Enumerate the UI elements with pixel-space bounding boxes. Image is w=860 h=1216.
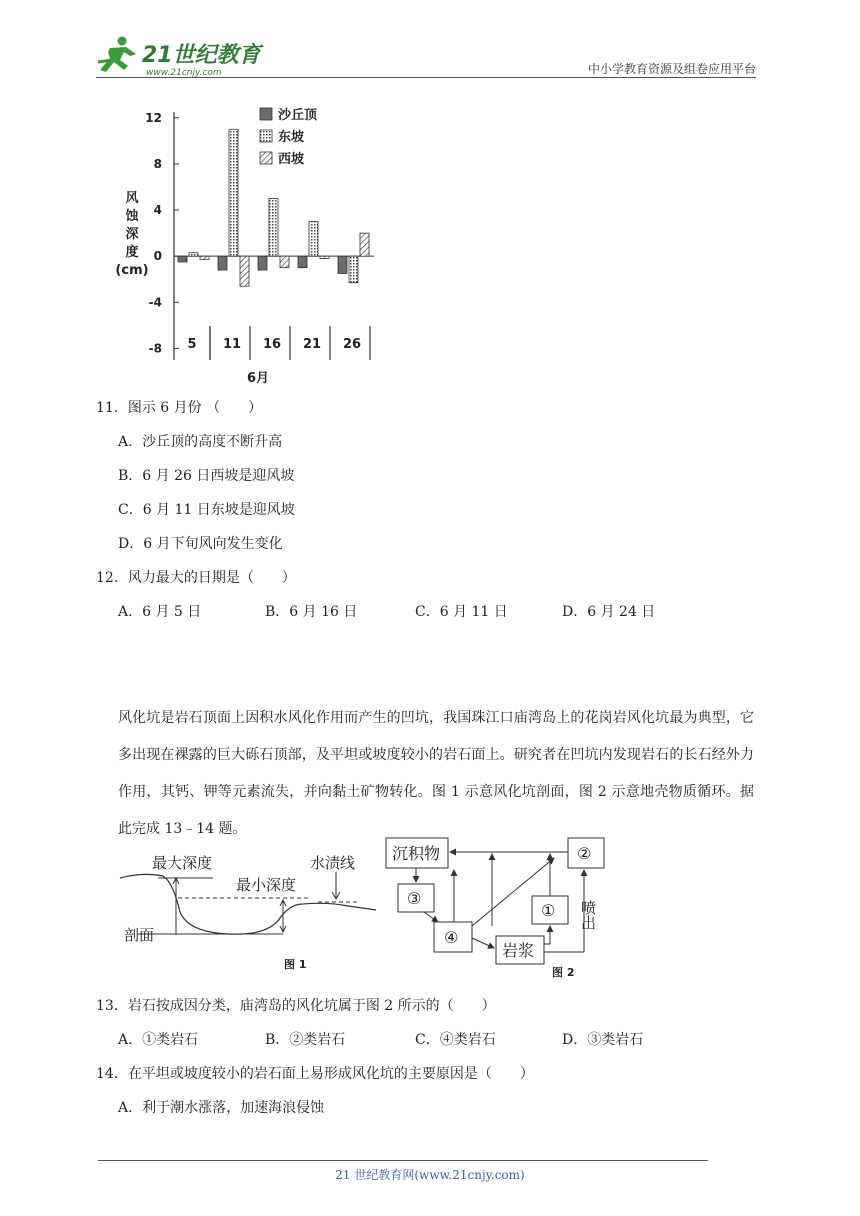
q11-stem: 11．图示 6 月份 （ ） <box>96 400 263 416</box>
wind-erosion-chart <box>110 98 390 388</box>
header-platform-name: 中小学教育资源及组卷应用平台 <box>587 62 756 76</box>
passage-text: 风化坑是岩石顶面上因积水风化作用而产生的凹坑，我国珠江口庙湾岛上的花岗岩风化坑最为典型，它多出现在裸露的巨大砾石顶部，及平坦或坡度较小的岩石面上。研究者在凹坑内发现岩石的长石经外力作用，其钙、钾等元素流失，并向黏土矿物转化。图 1 示意风化坑剖面，图 2 示意地壳物质循环。据此完成 13﹣14 题。 <box>118 710 754 837</box>
q12-option-b[interactable]: B．6 月 16 日 <box>265 604 358 620</box>
legend-label: 沙丘顶 <box>278 108 318 123</box>
logo-text: 21世纪教育 <box>142 43 261 68</box>
y-tick-label: -4 <box>148 295 162 310</box>
runner-icon <box>98 37 136 73</box>
y-axis-label-char: 蚀 <box>125 209 139 224</box>
bar-26-0 <box>338 256 347 273</box>
legend-swatch <box>260 130 272 142</box>
legend-label: 东坡 <box>278 130 305 145</box>
q11-option-c[interactable]: C．6 月 11 日东坡是迎风坡 <box>118 502 295 518</box>
bar-16-2 <box>280 256 289 268</box>
figure-2-caption: 图 2 <box>552 966 575 979</box>
site-logo <box>96 34 266 78</box>
q13-option-b[interactable]: B．②类岩石 <box>265 1032 346 1048</box>
y-axis-label-char: 度 <box>125 245 139 260</box>
label-min-depth: 最小深度 <box>236 876 297 894</box>
box-3: ③ <box>407 889 422 908</box>
figure-1-weathering-pit <box>118 842 380 972</box>
label-section: 剖面 <box>124 926 155 944</box>
bar-5-1 <box>189 253 198 256</box>
label-max-depth: 最大深度 <box>152 854 213 872</box>
x-tick-label: 5 <box>187 337 197 352</box>
legend-swatch <box>260 152 272 164</box>
x-tick-label: 16 <box>262 337 282 352</box>
x-tick-label: 21 <box>302 337 322 352</box>
bar-26-1 <box>349 256 358 283</box>
q12-option-d[interactable]: D．6 月 24 日 <box>562 604 656 620</box>
q13-stem: 13．岩石按成因分类，庙湾岛的风化坑属于图 2 所示的（ ） <box>96 998 496 1014</box>
bar-26-2 <box>360 233 369 256</box>
q14-option-a[interactable]: A．利于潮水涨落，加速海浪侵蚀 <box>118 1100 325 1116</box>
label-eruption: 喷出 <box>579 900 597 930</box>
y-tick-label: 12 <box>145 110 162 125</box>
bar-16-0 <box>258 256 267 270</box>
q14-stem: 14．在平坦或坡度较小的岩石面上易形成风化坑的主要原因是（ ） <box>96 1066 534 1082</box>
box-2: ② <box>577 844 592 863</box>
bar-11-1 <box>229 129 238 256</box>
legend-label: 西坡 <box>278 152 305 167</box>
footer-divider <box>98 1160 708 1161</box>
header-divider <box>96 77 756 78</box>
y-axis-label-char: 深 <box>125 227 139 242</box>
page-header <box>96 30 756 78</box>
logo-url: www.21cnjy.com <box>146 68 222 78</box>
y-tick-label: 8 <box>153 156 162 171</box>
bar-5-0 <box>178 256 187 262</box>
bar-11-0 <box>218 256 227 270</box>
bar-16-1 <box>269 199 278 257</box>
y-axis-label-char: (cm) <box>115 263 149 278</box>
box-sediment: 沉积物 <box>392 844 441 863</box>
label-water-line: 水渍线 <box>310 854 356 872</box>
q12-stem: 12．风力最大的日期是（ ） <box>96 570 296 586</box>
bar-21-0 <box>298 256 307 268</box>
x-tick-label: 26 <box>342 337 362 352</box>
legend-swatch <box>260 108 272 120</box>
bar-21-2 <box>320 256 329 258</box>
q11-option-b[interactable]: B．6 月 26 日西坡是迎风坡 <box>118 468 295 484</box>
q12-option-a[interactable]: A．6 月 5 日 <box>118 604 202 620</box>
bar-11-2 <box>240 256 249 286</box>
q13-option-d[interactable]: D．③类岩石 <box>562 1032 644 1048</box>
footer-site-link[interactable]: 21 世纪教育网(www.21cnjy.com) <box>335 1168 525 1182</box>
chart-bars <box>178 129 369 286</box>
bar-5-2 <box>200 256 209 259</box>
y-axis-label-char: 风 <box>125 191 139 206</box>
box-magma: 岩浆 <box>502 941 535 960</box>
q12-option-c[interactable]: C．6 月 11 日 <box>415 604 508 620</box>
figure-1-caption: 图 1 <box>284 958 307 971</box>
box-1: ① <box>541 901 556 920</box>
x-axis-label: 6月 <box>246 371 270 386</box>
q13-option-a[interactable]: A．①类岩石 <box>118 1032 199 1048</box>
y-tick-label: 0 <box>153 249 162 264</box>
figure-2-rock-cycle <box>384 834 614 980</box>
y-tick-label: -8 <box>148 341 162 356</box>
q11-option-a[interactable]: A．沙丘顶的高度不断升高 <box>118 434 283 450</box>
q13-option-c[interactable]: C．④类岩石 <box>415 1032 496 1048</box>
y-tick-label: 4 <box>153 203 162 218</box>
bar-21-1 <box>309 222 318 257</box>
q11-option-d[interactable]: D．6 月下旬风向发生变化 <box>118 536 283 552</box>
box-4: ④ <box>444 928 459 947</box>
x-tick-label: 11 <box>222 337 242 352</box>
